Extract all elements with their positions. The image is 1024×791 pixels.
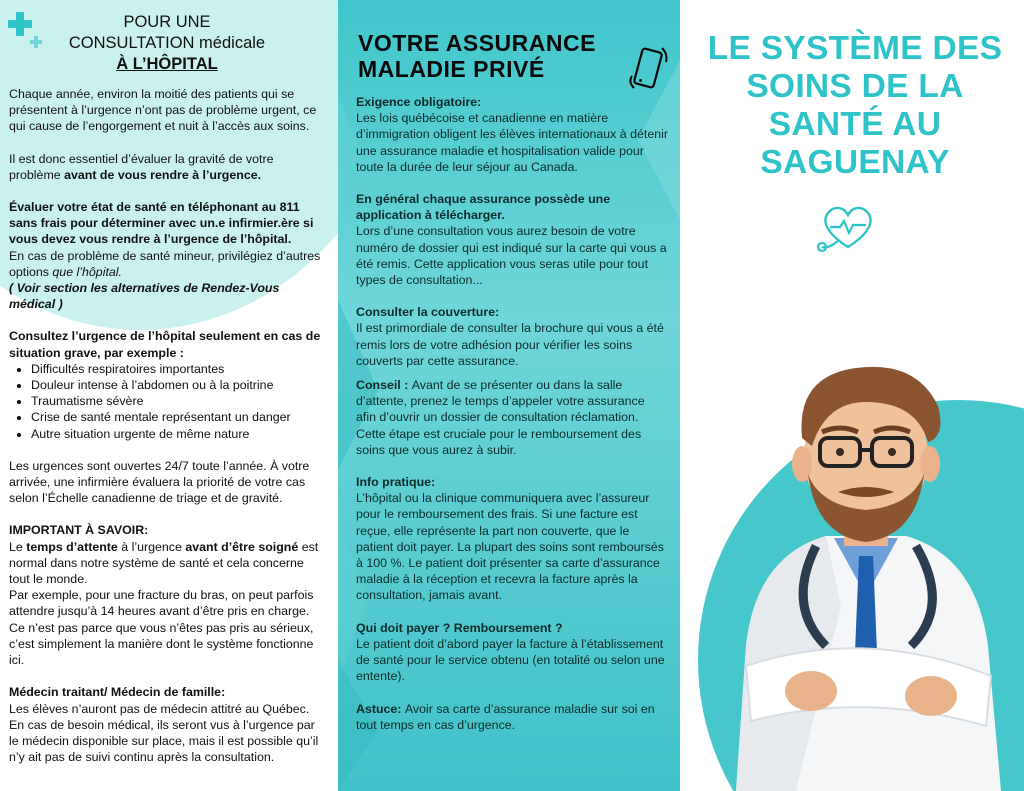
paragraph-coverage: Il est primordiale de consulter la brochure qui vous a été remis lors de votre adhésion pour vérifier les soins couverts par cette assurance.	[356, 321, 664, 368]
paragraph-evaluate	[9, 151, 327, 183]
list-item: • Autre situation urgente de même nature	[31, 426, 327, 442]
list-item: • Traumatisme sévère	[31, 393, 327, 409]
paragraph-minor	[9, 248, 327, 280]
text-bold: avant d’être soigné	[185, 539, 299, 554]
family-doctor-heading	[9, 684, 327, 700]
text-bold: temps d’attente	[26, 539, 118, 554]
app-heading	[356, 191, 668, 223]
important-heading	[9, 522, 327, 538]
mandatory-heading	[356, 94, 668, 110]
column-private-insurance	[338, 0, 680, 791]
paragraph-note	[9, 280, 327, 312]
column-hospital-consultation	[0, 0, 338, 791]
title-line-3: À L’HÔPITAL	[116, 55, 218, 73]
practical-heading	[356, 474, 668, 490]
text: est normal dans notre système de santé et cela concerne tout le monde.	[9, 539, 319, 587]
insurance-heading: VOTRE ASSURANCE MALADIE PRIVÉ	[358, 30, 596, 82]
text-bold: Astuce:	[356, 701, 405, 716]
text-bold: avant de vous rendre à l’urgence.	[64, 167, 262, 182]
paragraph-tip	[356, 701, 668, 733]
text-bold: Consultez l’urgence de l’hôpital seulement en cas de situation grave, par exemple :	[9, 329, 321, 360]
text-bold: Évaluer votre état de santé en téléphonant au 811 sans frais pour déterminer avec un.e infirmier.ère si vous devez vous rendre à l’urgence de l’hôpital.	[9, 200, 314, 247]
list-item: • Difficultés respiratoires importantes	[31, 361, 327, 377]
paragraph-grave	[9, 328, 327, 360]
paragraph-advice	[356, 377, 668, 458]
paragraph-app: Lors d’une consultation vous aurez besoin de votre numéro de dossier qui est indiqué sur la carte qui vous a été remis. Cette application vous seras utile pour tout types de consultation...	[356, 224, 667, 288]
text-bold: Conseil :	[356, 378, 412, 393]
paragraph-payment: Le patient doit d’abord payer la facture à l’établissement de santé pour le service obtenu (en totalité ou selon une entente).	[356, 636, 665, 684]
text: Il est donc essentiel d’évaluer la gravité de votre problème	[9, 151, 274, 182]
text: Le	[9, 539, 27, 554]
title-line-1: POUR UNE	[123, 13, 211, 31]
column-cover	[680, 0, 1024, 791]
text-italic: que l’hôpital.	[52, 264, 122, 279]
hospital-text	[9, 86, 327, 765]
text-bold: En général chaque assurance possède une application à télécharger.	[356, 192, 611, 223]
text-bold-italic: ( Voir section les alternatives de Rendez-Vous médical )	[9, 281, 280, 312]
doctor-illustration	[716, 346, 1016, 791]
paragraph-waiting	[9, 539, 327, 588]
payment-heading	[356, 620, 668, 636]
text: Avant de se présenter ou dans la salle d’attente, prenez le temps d’appeler votre assurance afin d’ouvrir un dossier de consultation réclamation. Cette étape est cruciale pour le remboursement des soins que vous aurez à subir.	[356, 378, 645, 457]
list-item: • Crise de santé mentale représentant un danger	[31, 409, 327, 425]
paragraph-intro: Chaque année, environ la moitié des patients qui se présentent à l’urgence n’ont pas de problème urgent, ce qui cause de l’engorgement et nuit à l’accès aux soins.	[9, 87, 317, 134]
stethoscope-heart-icon	[816, 195, 880, 259]
paragraph-mandatory: Les lois québécoise et canadienne en matière d’immigration obligent les élèves internationaux à détenir une assurance maladie et hospitalisation valide pour toute la durée de leur séjour au Canada.	[356, 111, 669, 174]
text: Avoir sa carte d’assurance maladie sur soi en tout temps en cas d’urgence.	[356, 701, 655, 732]
text: En cas de problème de santé mineur, privilégiez d’autres options	[9, 248, 321, 279]
text-bold: Consulter la couverture:	[356, 305, 500, 320]
text-bold: Info pratique:	[356, 475, 436, 490]
text-bold: Médecin traitant/ Médecin de famille:	[9, 685, 226, 700]
paragraph-open-24-7: Les urgences sont ouvertes 24/7 toute l’année. À votre arrivée, une infirmière évaluera la priorité de votre cas selon l’Échelle canadienne de triage et de gravité.	[9, 458, 310, 506]
coverage-heading	[356, 304, 668, 320]
text-bold: IMPORTANT À SAVOIR:	[9, 523, 149, 538]
emergency-list	[9, 361, 327, 442]
paragraph-example: Par exemple, pour une fracture du bras, on peut parfois attendre jusqu’à 14 heures avant d’être pris en charge. Ce n’est pas parce que vous n’êtes pas pris au sérieux, c’est simplement la manière dont le système fonctionne ici.	[9, 588, 314, 668]
text-bold: Exigence obligatoire:	[356, 95, 482, 109]
list-item: • Douleur intense à l’abdomen ou à la poitrine	[31, 377, 327, 393]
paragraph-811	[9, 199, 327, 248]
insurance-text	[356, 30, 668, 733]
paragraph-practical: L’hôpital ou la clinique communiquera avec l’assureur pour le remboursement des frais. Si une facture est reçue, elle représente la part non couverte, que le patient doit payer. La plupart des soins sont remboursés à 100 %. Le patient doit présenter sa carte d’assurance maladie à la réception et recevra la facture après la consultation, jamais avant.	[356, 491, 664, 603]
section-title	[34, 12, 300, 75]
title-line-2: CONSULTATION médicale	[68, 34, 266, 52]
paragraph-family-doctor: Les élèves n’auront pas de médecin attitré au Québec. En cas de besoin médical, ils seront vus à l’urgence par le médecin disponible sur place, mais il est possible qu’il n’y ait pas de suivi continu après la consultation.	[9, 701, 319, 765]
text: à l’urgence	[117, 539, 186, 554]
text-bold: Qui doit payer ? Remboursement ?	[356, 620, 563, 635]
cover-title: LE SYSTÈME DES SOINS DE LA SANTÉ AU SAGUENAY	[707, 30, 1003, 181]
